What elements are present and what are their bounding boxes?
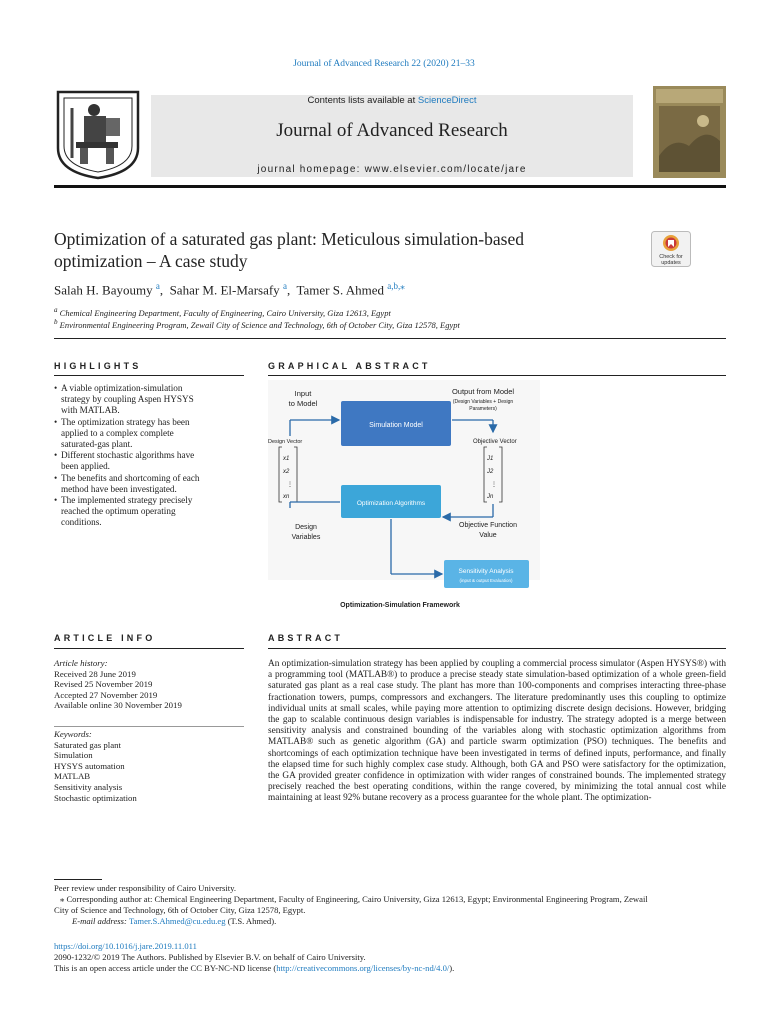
list-item: • Different stochastic algorithms have been applied.: [54, 450, 244, 472]
check-for-updates-badge[interactable]: [651, 231, 691, 267]
author-name: Sahar M. El-Marsafy: [169, 282, 280, 298]
vector-element: J1: [487, 456, 494, 462]
affiliation-text: Environmental Engineering Program, Zewail City of Science and Technology, 6th of October City, Giza 12578, Egypt: [59, 319, 460, 330]
graphical-abstract-heading: GRAPHICAL ABSTRACT: [268, 361, 431, 371]
email-line: [54, 916, 726, 927]
updates-icon: [651, 231, 691, 267]
history-item: Accepted 27 November 2019: [54, 689, 158, 700]
title-line-1: Optimization of a saturated gas plant: Meticulous simulation-based: [54, 229, 524, 249]
keyword-item: Sensitivity analysis: [54, 781, 123, 792]
svg-text:⋮: ⋮: [287, 482, 293, 488]
vector-element: x2: [283, 469, 290, 475]
affiliation-mark: b: [54, 318, 58, 326]
contents-prefix: Contents lists available at: [307, 95, 418, 106]
svg-text:⋮: ⋮: [491, 482, 497, 488]
license-prefix: This is an open access article under the CC BY-NC-ND license (: [54, 963, 277, 973]
highlights-heading: HIGHLIGHTS: [54, 361, 142, 371]
journal-banner: [151, 95, 633, 177]
graphical-abstract-diagram: [268, 380, 540, 612]
footnotes: [54, 883, 726, 927]
keywords-rule: [54, 726, 244, 727]
abstract-text: An optimization-simulation strategy has been applied by coupling a commercial process simulator (Aspen HYSYS®) with a programming tool (MATLAB®) to produce a precise steady state simulation-based optimization of a whole green-field saturated gas plant as a real case study. The plant has more than 100-components and comprises interacting three-phase fractionation towers, pumps, compressors and exchangers. The literature predominantly uses this coupling to optimize individual units at small scales, while paying more attention to optimizing discrete design decisions. However, bridging the gap to scalable continuous design variables is indispensable for industry. The strategy adopted is a merge between sensitivity analysis and constrained bounding of the variables along with stochastic optimization algorithms from MATLAB® such as genetic algorithm (GA) and particle swarm optimization (PSO) techniques. The benefits and shortcomings of each optimization technique have been investigated in terms of defined inputs, performance, and finally the elapsed time for such highly complex case study. Although, both GA and PSO were satisfactory for the optimization, the GA provided greater confidence in optimization with wider ranges of constrained bounds. The implemented strategy precisely reached the best operating conditions, within the range covered, by minimizing the total annual cost while maintaining at least 92% butane recovery as a process guarantee for the whole plant. The optimization-: [268, 659, 726, 804]
keyword-item: Stochastic optimization: [54, 792, 137, 803]
keywords-heading: Keywords:: [54, 729, 92, 739]
license-link[interactable]: http://creativecommons.org/licenses/by-nc-nd/4.0/: [276, 963, 450, 973]
list-item: • The optimization strategy has been applied to a complex complete saturated-gas plant.: [54, 417, 244, 451]
affiliation-b: [54, 318, 460, 330]
objective-function-label-1: Objective Function: [459, 522, 517, 529]
doi-link[interactable]: https://doi.org/10.1016/j.jare.2019.11.011: [54, 941, 197, 951]
author-name: Tamer S. Ahmed: [296, 282, 384, 298]
cairo-university-logo: [54, 88, 142, 180]
author-affiliation-mark[interactable]: a: [282, 281, 287, 291]
peer-review-note: Peer review under responsibility of Cairo University.: [54, 883, 237, 893]
affiliation-text: Chemical Engineering Department, Faculty of Engineering, Cairo University, Giza 12613, Egypt: [59, 307, 391, 318]
keyword-item: MATLAB: [54, 771, 91, 782]
journal-reference[interactable]: Journal of Advanced Research 22 (2020) 21–33: [293, 59, 475, 69]
keywords-block: [54, 729, 137, 803]
list-item: • The implemented strategy precisely reached the optimum operating conditions.: [54, 495, 244, 529]
history-item: Received 28 June 2019: [54, 668, 136, 679]
journal-cover-image: [653, 86, 726, 178]
list-item: • A viable optimization-simulation strategy by coupling Aspen HYSYS with MATLAB.: [54, 383, 244, 417]
design-variables-label-2: Variables: [291, 534, 321, 541]
output-label-1: Output from Model: [451, 387, 515, 396]
journal-title: Journal of Advanced Research: [276, 120, 508, 141]
objective-vector-label: Objective Vector: [473, 439, 517, 445]
output-label-3: Parameters): [469, 406, 497, 412]
article-info-rule: [54, 648, 244, 649]
optimization-algorithms-label: Optimization Algorithms: [356, 500, 426, 507]
output-label-2: (Design Variables + Design: [452, 399, 514, 405]
framework-caption: Optimization-Simulation Framework: [340, 602, 460, 609]
author-name: Salah H. Bayoumy: [54, 282, 153, 298]
highlights-list: [54, 383, 244, 529]
design-vector-label: Design Vector: [268, 439, 303, 445]
copyright-line: 2090-1232/© 2019 The Authors. Published by Elsevier B.V. on behalf of Cairo University.: [54, 952, 366, 962]
input-label-2: to Model: [288, 399, 318, 408]
author-affiliation-mark[interactable]: a: [155, 281, 160, 291]
email-link[interactable]: Tamer.S.Ahmed@cu.edu.eg: [128, 916, 226, 926]
objective-function-label-2: Value: [479, 532, 497, 539]
corresponding-author-note: ⁎ Corresponding author at: Chemical Engineering Department, Faculty of Engineering, Cairo University, Giza 12613, Egypt; Environmental Engineering Program, Zewail: [60, 894, 648, 904]
title-line-2: optimization – A case study: [54, 251, 248, 271]
affiliation-mark: a: [54, 306, 58, 314]
sciencedirect-link[interactable]: ScienceDirect: [417, 95, 477, 106]
section-rule: [54, 338, 726, 339]
cover-illustration-icon: [653, 86, 726, 178]
corresponding-author-note-2: City of Science and Technology, 6th of October City, Giza 12578, Egypt.: [54, 905, 306, 915]
license-suffix: ).: [449, 963, 455, 973]
article-history-heading: Article history:: [54, 658, 108, 668]
header-rule: [54, 185, 726, 188]
seal-icon: [54, 88, 142, 180]
email-label: E-mail address:: [72, 916, 129, 926]
sensitivity-analysis-sublabel: (input & output Evaluation): [459, 578, 513, 583]
license-line: [54, 963, 726, 974]
affiliation-a: [54, 306, 391, 318]
badge-text-1: Check for: [659, 254, 683, 260]
highlights-rule: [54, 375, 244, 376]
article-history: [54, 658, 182, 711]
vector-element: x1: [283, 456, 290, 462]
email-suffix: (T.S. Ahmed).: [225, 916, 277, 926]
article-info-heading: ARTICLE INFO: [54, 633, 156, 643]
history-item: Revised 25 November 2019: [54, 679, 153, 690]
journal-homepage[interactable]: journal homepage: www.elsevier.com/locate/jare: [257, 164, 527, 175]
input-label-1: Input: [294, 389, 312, 398]
publication-info: [54, 941, 726, 974]
badge-text-2: updates: [661, 260, 681, 266]
abstract-heading: ABSTRACT: [268, 633, 344, 643]
design-variables-label-1: Design: [295, 524, 317, 531]
simulation-model-label: Simulation Model: [369, 422, 423, 429]
keyword-item: Simulation: [54, 750, 93, 761]
author-affiliation-mark[interactable]: a,b,⁎: [387, 281, 405, 291]
framework-diagram: [268, 380, 540, 612]
author-list: Salah H. Bayoumy $^a$, Sahar M. El-Marsafy $^a$, Tamer S. Ahmed $^{a,b,⁎}$: [54, 281, 405, 298]
article-title: [54, 228, 634, 272]
list-item: • The benefits and shortcoming of each method have been investigated.: [54, 473, 244, 495]
keyword-item: Saturated gas plant: [54, 739, 121, 750]
vector-element: xn: [283, 494, 290, 500]
vector-element: J2: [487, 469, 494, 475]
graphical-abstract-rule: [268, 375, 726, 376]
footnote-rule: [54, 879, 102, 880]
sensitivity-analysis-label: Sensitivity Analysis: [458, 568, 514, 575]
abstract-rule: [268, 648, 726, 649]
history-item: Available online 30 November 2019: [54, 700, 182, 711]
keyword-item: HYSYS automation: [54, 760, 125, 771]
vector-element: Jn: [487, 494, 494, 500]
contents-line: [151, 95, 633, 106]
